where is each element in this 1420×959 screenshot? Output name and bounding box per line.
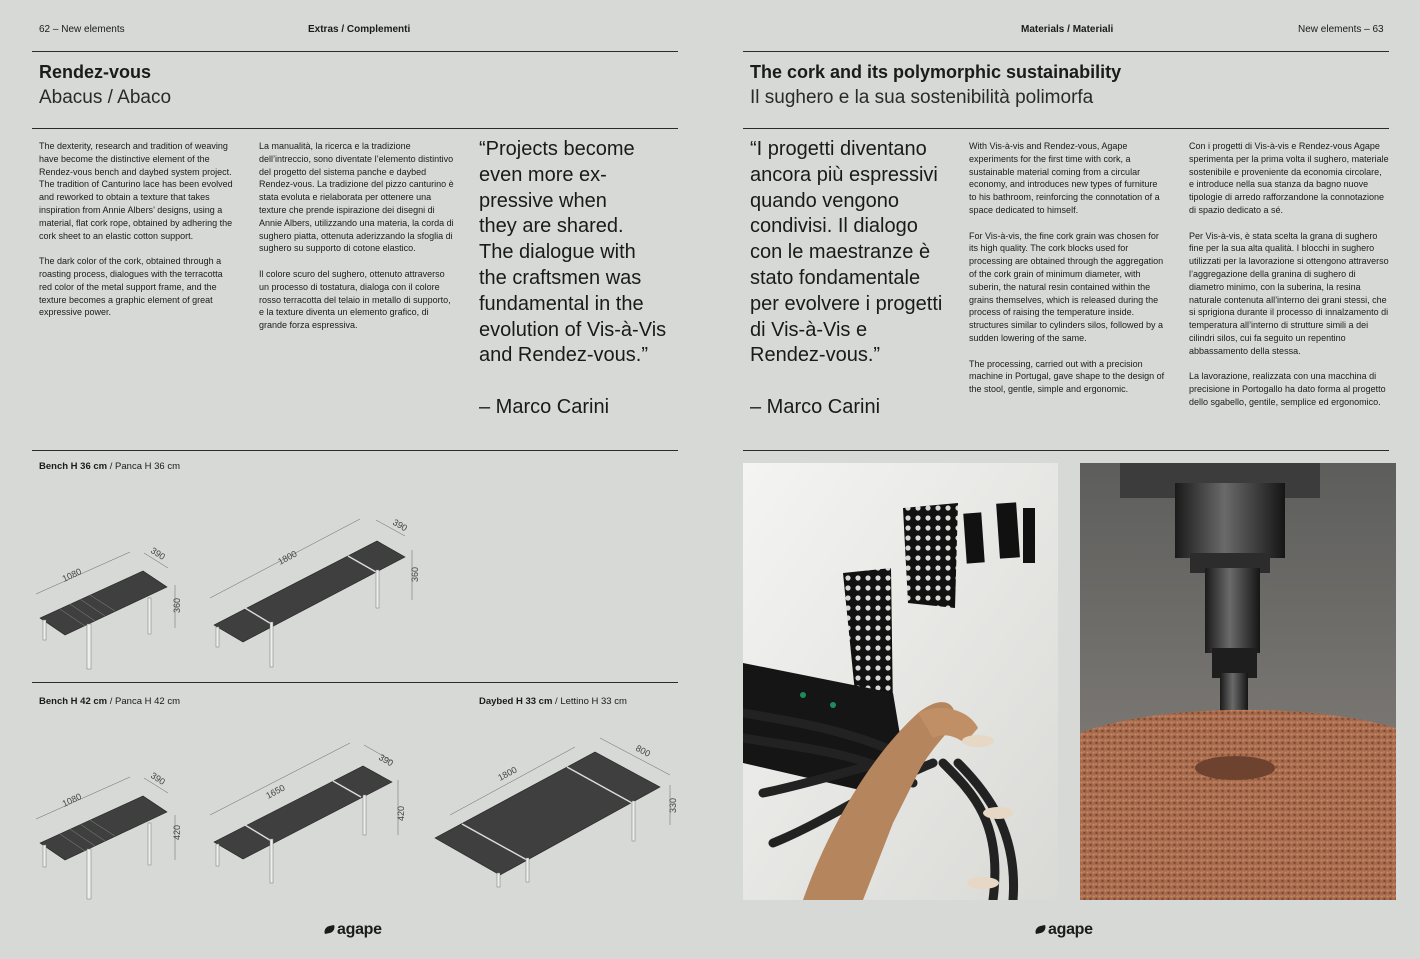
page-number-left: 62 – New elements <box>39 24 125 35</box>
pull-quote-right: “I progetti diventano ancora più espressivi quando vengono condivisi. Il dialogo con le maestranze è stato fondamentale per evolvere i progetti di Vis-à-Vis e Rendez-vous.” <box>750 138 943 367</box>
bench-42-large-drawing <box>210 743 406 883</box>
divider <box>32 682 678 683</box>
dimension-label: 1800 <box>276 548 299 567</box>
dimension-label: 390 <box>377 752 396 769</box>
dimension-label: 420 <box>396 805 406 821</box>
page-subtitle-right: Il sughero e la sua sostenibilità polimorfa <box>750 87 1094 108</box>
divider <box>32 450 678 451</box>
bench-36-small-drawing <box>36 545 182 669</box>
page-title-left: Rendez-vous <box>39 62 152 82</box>
body-text-en-left: The dexterity, research and tradition of weaving have become the distinctive element of the Rendez-vous bench and daybed system project. The tradition of Canturino lace has been evolved and reworked to obtain a texture that takes inspiration from Annie Albers’ designs, using a material, flat cork rope, obtained by adhering the cork sheet to an elastic cotton support. The dark color of the cork, obtained through a roasting process, dialogues with the terracotta red color of the metal support frame, and the texture becomes a graphic element of great expressive power. <box>39 141 233 318</box>
caption-bench-36: Bench H 36 cm / Panca H 36 cm <box>39 461 180 472</box>
dimension-label: 420 <box>172 824 182 840</box>
agape-logo-left: agape <box>324 921 382 939</box>
pull-quote-left: “Projects become even more ex- pressive when they are shared. The dialogue with the craftsmen was fundamental in the evolution of Vis-à-Vis and Rendez-vous.” <box>479 138 667 367</box>
dimension-label: 360 <box>172 597 182 613</box>
divider <box>743 450 1389 451</box>
page-title-right: The cork and its polymorphic sustainability <box>750 62 1122 82</box>
bench-42-small-drawing <box>36 770 182 899</box>
divider <box>743 128 1389 129</box>
quote-author-right: – Marco Carini <box>750 396 881 418</box>
page-number-right: New elements – 63 <box>1298 24 1384 35</box>
body-text-it-right: Con i progetti di Vis-à-vis e Rendez-vous Agape sperimenta per la prima volta il sughero, materiale sostenibile e proveniente da economia circolare, e introduce nella sua stanza da bagno nuove tipologie di arredo rafforzandone la connotazione di spazio dedicato a sé. Per Vis-à-vis, è stata scelta la grana di sughero fine per la sua alta qualità. I blocchi in sughero utilizzati per la lavorazione si ottengono attraverso l’aggregazione della granina di sughero di diametro minimo, con la suberina, la resina naturale contenuta all’interno dei grani stessi, che si sprigiona durante il processo di innalzamento di temperatura all’interno di strutture simili a dei cilindri silos, cui fa seguito un repentino abbassamento della stessa. La lavorazione, realizzata con una macchina di precisione in Portogallo ha dato forma al progetto dello sgabello, gentile, semplice ed ergonomico. <box>1189 141 1389 407</box>
leaf-icon <box>1034 925 1046 934</box>
bench-42-daybed-drawings <box>30 735 690 900</box>
dimension-label: 800 <box>634 742 653 759</box>
dimension-label: 1650 <box>264 782 287 801</box>
section-label-left: Extras / Complementi <box>308 24 411 35</box>
body-text-it-left: La manualità, la ricerca e la tradizione dell’intreccio, sono diventate l’elemento distintivo del progetto del sistema panche e daybed Rendez-vous. La tradizione del pizzo canturino è stata evoluta e rielaborata per ottenere una texture che prende ispirazione dei disegni di Annie Albers, utilizzando una materia, la corda di sughero piatta, ottenuta aderizzando la sfoglia di sughero su supporto di cotone elastico. Il colore scuro del sughero, ottenuto attraverso un processo di tostatura, dialoga con il colore rosso terracotta del telaio in metallo di supporto, e la texture diventa un elemento grafico, di grande forza espressiva. <box>259 141 454 331</box>
bench-36-drawings <box>30 510 450 680</box>
dimension-label: 390 <box>148 770 167 787</box>
bench-36-large-drawing <box>210 517 420 667</box>
divider <box>743 51 1389 52</box>
caption-bench-42: Bench H 42 cm / Panca H 42 cm <box>39 696 180 707</box>
section-label-right: Materials / Materiali <box>1021 24 1114 35</box>
cork-machine-photo <box>1080 463 1396 900</box>
page-subtitle-left: Abacus / Abaco <box>39 87 172 108</box>
dimension-label: 1080 <box>60 566 83 584</box>
dimension-label: 390 <box>148 545 167 562</box>
dimension-label: 360 <box>410 566 420 582</box>
caption-daybed-33: Daybed H 33 cm / Lettino H 33 cm <box>479 696 627 707</box>
dimension-label: 1080 <box>60 791 83 809</box>
dimension-label: 330 <box>668 797 678 813</box>
quote-author-left: – Marco Carini <box>479 396 610 418</box>
leaf-icon <box>323 925 335 934</box>
divider <box>32 51 678 52</box>
body-text-en-right: With Vis-à-vis and Rendez-vous, Agape experiments for the first time with cork, a sustainable material coming from a circular economy, and introduces new types of furniture to his bathroom, reinforcing the connotation of a space dedicated to himself. For Vis-à-vis, the fine cork grain was chosen for its high quality. The cork blocks used for processing are obtained through the aggregation of the cork grain of minimum diameter, with suberin, the natural resin contained within the grains themselves, which is released during the process of raising the temperature inside. structures similar to cylinders silos, followed by a sudden lowering of the same. The processing, carried out with a precision machine in Portugal, gave shape to the design of the stool, gentle, simple and ergonomic. <box>969 141 1165 395</box>
divider <box>32 128 678 129</box>
agape-logo-right: agape <box>1035 921 1093 939</box>
dimension-label: 390 <box>391 517 410 534</box>
dimension-label: 1800 <box>496 764 519 783</box>
weaving-photo <box>743 463 1058 900</box>
daybed-33-drawing <box>435 738 678 887</box>
